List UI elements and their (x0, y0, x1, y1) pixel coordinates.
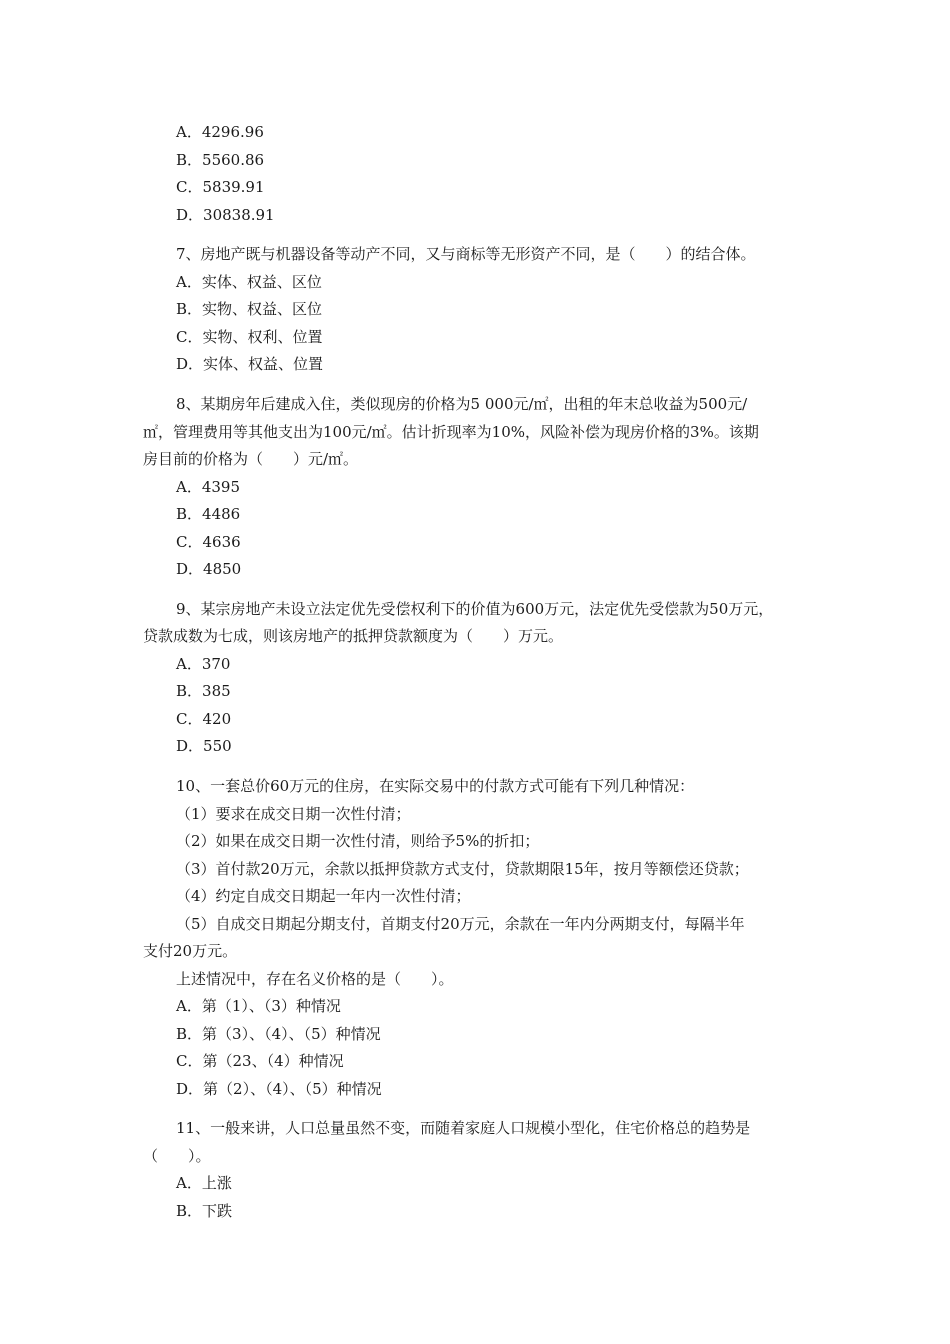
q10-case-5: （5）自成交日期起分期支付，首期支付20万元，余款在一年内分两期支付，每隔半年 (176, 915, 745, 933)
q11-stem-line-1: 11、一般来讲，人口总量虽然不变，而随着家庭人口规模小型化，住宅价格总的趋势是 (176, 1119, 751, 1137)
q11-option-a: A．上涨 (176, 1174, 232, 1192)
q10-case-5-continued: 支付20万元。 (143, 942, 238, 960)
q10-option-d: D．第（2）、（4）、（5）种情况 (176, 1080, 382, 1098)
q10-option-c: C．第（23、（4）种情况 (176, 1052, 344, 1070)
q10-case-4: （4）约定自成交日期起一年内一次性付清； (176, 887, 471, 905)
q9-stem-line-1: 9、某宗房地产未设立法定优先受偿权利下的价值为600万元，法定优先受偿款为50万元， (176, 600, 774, 618)
q8-stem-line-1: 8、某期房年后建成入住，类似现房的价格为5 000元/㎡，出租的年末总收益为500元/ (176, 395, 748, 413)
q7-option-d: D．实体、权益、位置 (176, 355, 324, 373)
q7-stem: 7、房地产既与机器设备等动产不同，又与商标等无形资产不同，是（ ）的结合体。 (176, 245, 756, 263)
q9-option-a: A．370 (176, 655, 231, 673)
q8-option-a: A．4395 (176, 478, 241, 496)
q9-option-d: D．550 (176, 737, 232, 755)
q11-option-b: B．下跌 (176, 1202, 233, 1220)
q8-stem-line-2: ㎡，管理费用等其他支出为100元/㎡。估计折现率为10%，风险补偿为现房价格的3%。该期 (143, 423, 759, 441)
q7-option-c: C．实物、权利、位置 (176, 328, 323, 346)
q10-option-b: B．第（3）、（4）、（5）种情况 (176, 1025, 381, 1043)
q6-option-d: D．30838.91 (176, 206, 275, 224)
q9-option-c: C．420 (176, 710, 232, 728)
q10-option-a: A．第（1）、（3）种情况 (176, 997, 341, 1015)
q6-option-a: A．4296.96 (176, 123, 264, 141)
q11-stem-line-2: （ ）。 (143, 1147, 211, 1165)
q7-option-a: A．实体、权益、区位 (176, 273, 322, 291)
q9-option-b: B．385 (176, 682, 231, 700)
q8-option-c: C．4636 (176, 533, 241, 551)
q9-stem-line-2: 贷款成数为七成，则该房地产的抵押贷款额度为（ ）万元。 (143, 627, 564, 645)
q6-option-c: C．5839.91 (176, 178, 265, 196)
q8-option-d: D．4850 (176, 560, 242, 578)
q10-case-3: （3）首付款20万元，余款以抵押贷款方式支付，贷款期限15年，按月等额偿还贷款； (176, 860, 749, 878)
q10-case-1: （1）要求在成交日期一次性付清； (176, 805, 411, 823)
q10-stem: 10、一套总价60万元的住房，在实际交易中的付款方式可能有下列几种情况： (176, 777, 695, 795)
q7-option-b: B．实物、权益、区位 (176, 300, 323, 318)
q10-case-2: （2）如果在成交日期一次性付清，则给予5%的折扣； (176, 832, 540, 850)
q6-option-b: B．5560.86 (176, 151, 265, 169)
q10-question: 上述情况中，存在名义价格的是（ ）。 (176, 970, 454, 988)
q8-option-b: B．4486 (176, 505, 241, 523)
q8-stem-line-3: 房目前的价格为（ ）元/㎡。 (143, 450, 359, 468)
